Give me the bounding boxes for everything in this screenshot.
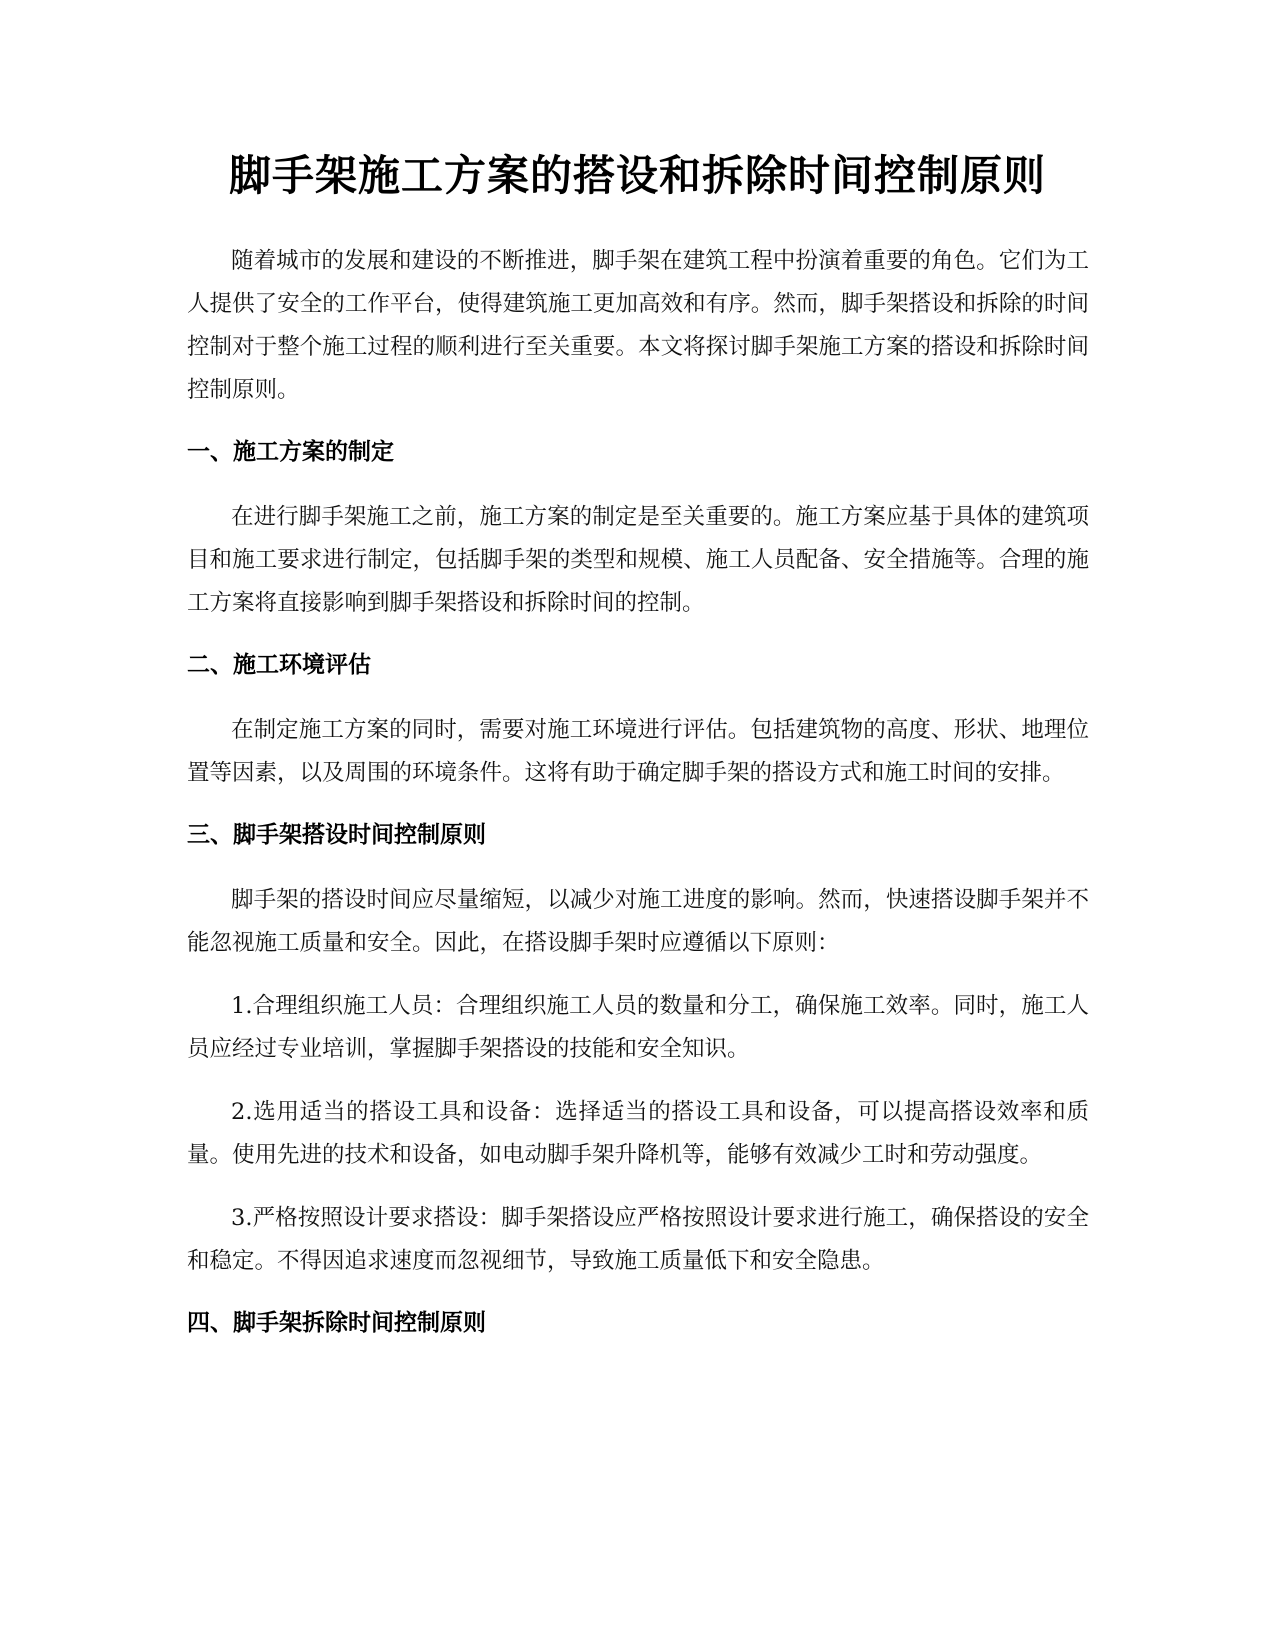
section-1-paragraph: 在进行脚手架施工之前，施工方案的制定是至关重要的。施工方案应基于具体的建筑项目和施工要求进行制定，包括脚手架的类型和规模、施工人员配备、安全措施等。合理的施工方案将直接影响到脚手架搭设和拆除时间的控制。 [187,504,1089,616]
section-3-item-1: 1.合理组织施工人员：合理组织施工人员的数量和分工，确保施工效率。同时，施工人员应经过专业培训，掌握脚手架搭设的技能和安全知识。 [187,993,1089,1062]
section-heading-3: 三、脚手架搭设时间控制原则 [187,822,486,848]
section-3-item-2: 2.选用适当的搭设工具和设备：选择适当的搭设工具和设备，可以提高搭设效率和质量。使用先进的技术和设备，如电动脚手架升降机等，能够有效减少工时和劳动强度。 [187,1099,1089,1168]
section-heading-2: 二、施工环境评估 [187,652,371,678]
section-3-paragraph: 脚手架的搭设时间应尽量缩短，以减少对施工进度的影响。然而，快速搭设脚手架并不能忽视施工质量和安全。因此，在搭设脚手架时应遵循以下原则： [187,887,1089,956]
intro-paragraph: 随着城市的发展和建设的不断推进，脚手架在建筑工程中扮演着重要的角色。它们为工人提供了安全的工作平台，使得建筑施工更加高效和有序。然而，脚手架搭设和拆除的时间控制对于整个施工过程的顺利进行至关重要。本文将探讨脚手架施工方案的搭设和拆除时间控制原则。 [187,248,1089,403]
document-body [187,240,1089,1367]
section-heading-1: 一、施工方案的制定 [187,439,394,465]
section-3-item-3: 3.严格按照设计要求搭设：脚手架搭设应严格按照设计要求进行施工，确保搭设的安全和稳定。不得因追求速度而忽视细节，导致施工质量低下和安全隐患。 [187,1205,1089,1274]
page-title: 脚手架施工方案的搭设和拆除时间控制原则 [228,151,1046,200]
section-heading-4: 四、脚手架拆除时间控制原则 [187,1310,486,1336]
section-2-paragraph: 在制定施工方案的同时，需要对施工环境进行评估。包括建筑物的高度、形状、地理位置等因素，以及周围的环境条件。这将有助于确定脚手架的搭设方式和施工时间的安排。 [187,717,1089,786]
